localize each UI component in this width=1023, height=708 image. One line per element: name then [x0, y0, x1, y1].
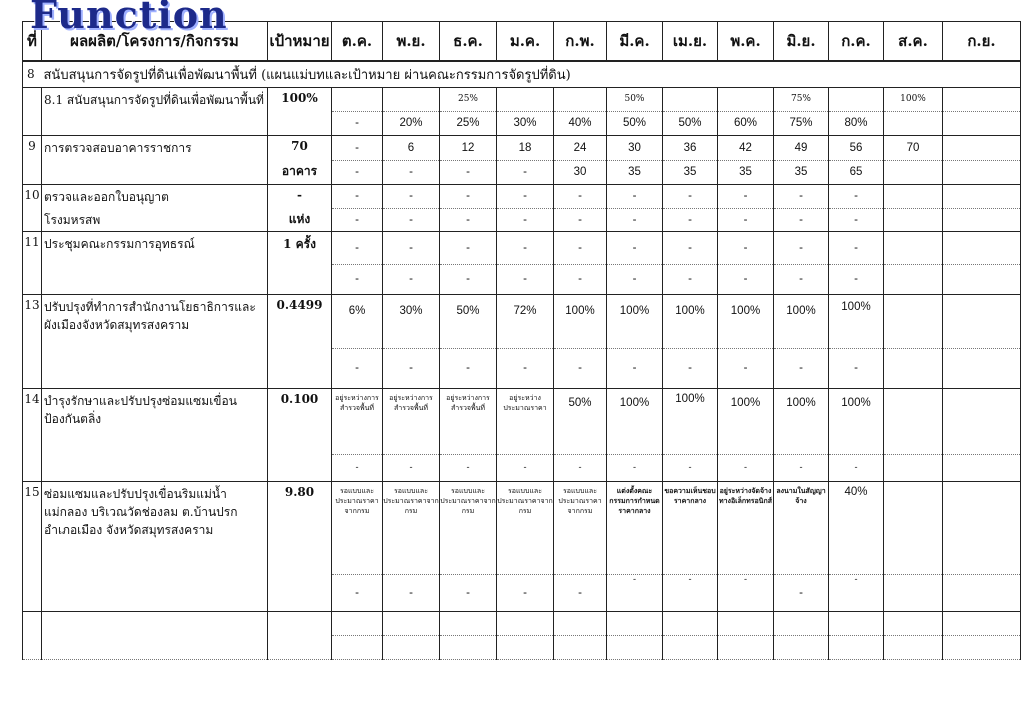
plan-cell: 100% [884, 87, 943, 111]
result-cell [884, 111, 943, 135]
plan-note-cell: อยู่ระหว่างการสำรวจพื้นที่ [383, 388, 440, 454]
item-name [42, 294, 268, 388]
plan-cell [884, 231, 943, 264]
result-cell [943, 454, 1021, 481]
empty-cell [554, 635, 607, 659]
item-name: ตรวจและออกใบอนุญาต [42, 184, 268, 208]
item-name: ประชุมคณะกรรมการอุทธรณ์ [42, 231, 268, 294]
header-month: พ.ย. [383, 22, 440, 62]
result-cell: 20% [383, 111, 440, 135]
plan-cell [554, 87, 607, 111]
result-cell: - [497, 348, 554, 388]
plan-cell: 75% [774, 87, 829, 111]
plan-cell [884, 184, 943, 208]
operation-plan-table [22, 21, 1021, 660]
result-cell: 65 [829, 160, 884, 184]
plan-cell: - [554, 231, 607, 264]
plan-cell: 49 [774, 135, 829, 160]
result-cell: - [774, 348, 829, 388]
plan-cell: - [554, 184, 607, 208]
item-name-line: ผังเมืองจังหวัดสมุทรสงคราม [44, 317, 190, 332]
header-month: มิ.ย. [774, 22, 829, 62]
plan-note-cell: อยู่ระหว่างจัดจ้างทางอิเล็กทรอนิกส์ [718, 481, 774, 574]
result-cell: 50% [663, 111, 718, 135]
plan-cell [943, 388, 1021, 454]
plan-cell: 100% [718, 388, 774, 454]
header-month: ม.ค. [497, 22, 554, 62]
result-cell: - [554, 264, 607, 294]
header-no: ที่ [23, 22, 42, 62]
plan-cell: - [497, 184, 554, 208]
item-name: การตรวจสอบอาคารราชการ [42, 135, 268, 184]
plan-cell: 18 [497, 135, 554, 160]
row-number: 14 [23, 388, 42, 481]
result-cell [884, 454, 943, 481]
empty-cell [440, 611, 497, 635]
plan-cell [332, 87, 383, 111]
row-number: 9 [23, 135, 42, 184]
plan-cell: - [332, 184, 383, 208]
result-cell: - [497, 454, 554, 481]
result-cell: 35 [774, 160, 829, 184]
section-title-row [23, 61, 1021, 87]
item-name-line: ซ่อมแซมและปรับปรุงเขื่อนริมแม่น้ำ [44, 486, 227, 501]
result-cell: - [718, 574, 774, 611]
result-cell: - [718, 264, 774, 294]
result-cell: - [607, 454, 663, 481]
header-month: ก.พ. [554, 22, 607, 62]
result-cell: - [829, 348, 884, 388]
empty-cell [268, 611, 332, 659]
item-target: 100% [268, 87, 332, 111]
result-cell: 80% [829, 111, 884, 135]
plan-note-cell: รอแบบและประมาณราคาจากกรม [440, 481, 497, 574]
result-cell: - [607, 574, 663, 611]
empty-cell [829, 611, 884, 635]
plan-cell: 42 [718, 135, 774, 160]
result-cell: - [497, 264, 554, 294]
plan-note-cell: รอแบบและประมาณราคาจากกรม [554, 481, 607, 574]
item-name-line: บำรุงรักษาและปรับปรุงซ่อมแซมเขื่อน [44, 393, 237, 408]
result-cell: - [663, 264, 718, 294]
item-name [42, 388, 268, 481]
header-month: มี.ค. [607, 22, 663, 62]
plan-cell [943, 481, 1021, 574]
result-cell: 35 [663, 160, 718, 184]
function-logo: Function [30, 0, 228, 37]
empty-cell [774, 635, 829, 659]
item-target-unit: อาคาร [268, 160, 332, 184]
plan-cell: - [332, 231, 383, 264]
empty-cell [383, 635, 440, 659]
table-row [23, 184, 1021, 208]
table-row [23, 388, 1021, 454]
empty-cell [607, 611, 663, 635]
item-name-line: ปรับปรุงที่ทำการสำนักงานโยธาธิการและ [44, 299, 256, 314]
plan-cell: - [607, 231, 663, 264]
plan-cell: 100% [829, 388, 884, 454]
plan-cell: 72% [497, 294, 554, 348]
result-cell: - [383, 454, 440, 481]
plan-cell: 100% [607, 294, 663, 348]
plan-cell: 100% [663, 294, 718, 348]
item-name-cont: โรงมหรสพ [42, 208, 268, 231]
result-cell: - [774, 264, 829, 294]
plan-cell: 36 [663, 135, 718, 160]
header-target: เป้าหมาย [268, 22, 332, 62]
item-target-unit: แห่ง [268, 208, 332, 231]
result-cell: 75% [774, 111, 829, 135]
plan-cell: - [663, 184, 718, 208]
result-cell: - [497, 208, 554, 231]
result-cell [884, 208, 943, 231]
plan-note-cell: รอแบบและประมาณราคาจากกรม [332, 481, 383, 574]
plan-cell: 100% [607, 388, 663, 454]
empty-cell [497, 611, 554, 635]
result-cell: - [829, 574, 884, 611]
item-name-line: อำเภอเมือง จังหวัดสมุทรสงคราม [44, 522, 214, 537]
item-name [42, 481, 268, 611]
result-cell: - [774, 574, 829, 611]
plan-note-cell: ลงนามในสัญญาจ้าง [774, 481, 829, 574]
plan-cell: - [774, 231, 829, 264]
item-name: 8.1 สนับสนุนการจัดรูปที่ดินเพื่อพัฒนาพื้นที่ [42, 87, 268, 111]
table-row [23, 208, 1021, 231]
plan-cell: 6 [383, 135, 440, 160]
empty-cell [884, 611, 943, 635]
row-number: 15 [23, 481, 42, 611]
result-cell: - [383, 160, 440, 184]
result-cell [943, 111, 1021, 135]
plan-cell: 100% [774, 388, 829, 454]
empty-cell [383, 611, 440, 635]
result-cell: - [774, 208, 829, 231]
result-cell: - [663, 348, 718, 388]
plan-cell [383, 87, 440, 111]
result-cell: 25% [440, 111, 497, 135]
result-cell [884, 160, 943, 184]
header-output: ผลผลิต/โครงการ/กิจกรรม [42, 22, 268, 62]
plan-cell: 50% [554, 388, 607, 454]
result-cell: - [383, 348, 440, 388]
plan-cell: - [383, 184, 440, 208]
plan-cell: - [607, 184, 663, 208]
header-month: ก.ย. [943, 22, 1021, 62]
result-cell [884, 348, 943, 388]
result-cell: - [607, 348, 663, 388]
row-number-empty [23, 87, 42, 135]
plan-cell: - [497, 231, 554, 264]
empty-cell [663, 611, 718, 635]
plan-cell [943, 87, 1021, 111]
result-cell [943, 208, 1021, 231]
header-month: ก.ค. [829, 22, 884, 62]
table-row [23, 231, 1021, 264]
plan-cell: - [829, 231, 884, 264]
empty-cell [554, 611, 607, 635]
empty-cell [829, 635, 884, 659]
plan-cell [943, 231, 1021, 264]
item-name-empty [42, 111, 268, 135]
result-cell [884, 264, 943, 294]
header-month: ธ.ค. [440, 22, 497, 62]
item-target: 9.80 [268, 481, 332, 611]
item-target: - [268, 184, 332, 208]
row-number: 11 [23, 231, 42, 294]
empty-cell [23, 611, 42, 659]
result-cell: - [554, 454, 607, 481]
empty-cell [497, 635, 554, 659]
result-cell [943, 160, 1021, 184]
plan-cell: 100% [774, 294, 829, 348]
plan-cell: - [440, 231, 497, 264]
row-number: 13 [23, 294, 42, 388]
result-cell: - [332, 208, 383, 231]
result-cell: - [383, 574, 440, 611]
table-row [23, 87, 1021, 111]
item-name-line: ป้องกันตลิ่ง [44, 411, 102, 426]
result-cell: - [607, 208, 663, 231]
header-month: ส.ค. [884, 22, 943, 62]
result-cell: - [440, 160, 497, 184]
plan-cell: 24 [554, 135, 607, 160]
plan-cell: - [774, 184, 829, 208]
empty-row [23, 611, 1021, 635]
item-target-empty [268, 111, 332, 135]
header-month: ต.ค. [332, 22, 383, 62]
header-month: พ.ค. [718, 22, 774, 62]
result-cell: - [383, 264, 440, 294]
header-month: เม.ย. [663, 22, 718, 62]
section-title: สนับสนุนการจัดรูปที่ดินเพื่อพัฒนาพื้นที่ (แผนแม่บทและเป้าหมาย ผ่านคณะกรรมการจัดรูปที่ดิน) [42, 61, 1021, 87]
plan-cell [943, 135, 1021, 160]
plan-cell: 6% [332, 294, 383, 348]
plan-cell: 70 [884, 135, 943, 160]
empty-cell [774, 611, 829, 635]
result-cell: 50% [607, 111, 663, 135]
plan-cell: - [332, 135, 383, 160]
empty-cell [943, 611, 1021, 635]
plan-cell: 50% [440, 294, 497, 348]
plan-note-cell: อยู่ระหว่างการสำรวจพื้นที่ [332, 388, 383, 454]
empty-cell [332, 611, 383, 635]
empty-cell [663, 635, 718, 659]
result-cell: - [607, 264, 663, 294]
result-cell: - [829, 264, 884, 294]
empty-cell [884, 635, 943, 659]
result-cell: - [554, 348, 607, 388]
empty-cell [607, 635, 663, 659]
plan-cell: - [718, 184, 774, 208]
result-cell: 40% [554, 111, 607, 135]
result-cell: - [332, 348, 383, 388]
plan-cell [497, 87, 554, 111]
result-cell: - [440, 208, 497, 231]
plan-cell [663, 87, 718, 111]
table-row [23, 481, 1021, 574]
result-cell [943, 264, 1021, 294]
result-cell: - [332, 111, 383, 135]
empty-cell [943, 635, 1021, 659]
plan-cell [943, 184, 1021, 208]
result-cell: - [332, 454, 383, 481]
plan-cell: 100% [554, 294, 607, 348]
plan-note-cell: ขอความเห็นชอบราคากลาง [663, 481, 718, 574]
item-target: 1 ครั้ง [268, 231, 332, 294]
result-cell: 30% [497, 111, 554, 135]
plan-cell: 30% [383, 294, 440, 348]
result-cell: - [774, 454, 829, 481]
plan-note-cell: อยู่ระหว่างการสำรวจพื้นที่ [440, 388, 497, 454]
plan-cell: 56 [829, 135, 884, 160]
result-cell: - [663, 208, 718, 231]
result-cell: 60% [718, 111, 774, 135]
plan-cell: - [718, 231, 774, 264]
result-cell: - [440, 264, 497, 294]
plan-note-cell: รอแบบและประมาณราคาจากกรม [383, 481, 440, 574]
table-row [23, 294, 1021, 348]
table-row [23, 135, 1021, 160]
empty-cell [718, 611, 774, 635]
result-cell: - [332, 574, 383, 611]
plan-cell [718, 87, 774, 111]
result-cell: - [829, 208, 884, 231]
result-cell: - [829, 454, 884, 481]
plan-note-cell: รอแบบและประมาณราคาจากกรม [497, 481, 554, 574]
result-cell: - [718, 454, 774, 481]
result-cell: - [663, 574, 718, 611]
plan-cell: 30 [607, 135, 663, 160]
result-cell: - [497, 574, 554, 611]
plan-cell [884, 481, 943, 574]
plan-cell: 100% [829, 294, 884, 348]
result-cell: 30 [554, 160, 607, 184]
plan-cell: - [829, 184, 884, 208]
result-cell: - [440, 348, 497, 388]
plan-cell: - [663, 231, 718, 264]
plan-cell: - [383, 231, 440, 264]
plan-cell: 40% [829, 481, 884, 574]
table-row [23, 111, 1021, 135]
item-target: 70 [268, 135, 332, 160]
plan-cell [829, 87, 884, 111]
plan-cell: 25% [440, 87, 497, 111]
empty-cell [718, 635, 774, 659]
plan-cell: - [440, 184, 497, 208]
plan-cell: 100% [663, 388, 718, 454]
result-cell: - [663, 454, 718, 481]
item-name-line: แม่กลอง บริเวณวัดช่องลม ต.บ้านปรก [44, 504, 238, 519]
plan-note-cell: อยู่ระหว่างประมาณราคา [497, 388, 554, 454]
result-cell [884, 574, 943, 611]
row-number: 10 [23, 184, 42, 231]
result-cell: - [332, 264, 383, 294]
result-cell: - [718, 208, 774, 231]
empty-cell [440, 635, 497, 659]
result-cell: - [440, 574, 497, 611]
result-cell: - [554, 574, 607, 611]
result-cell: 35 [607, 160, 663, 184]
result-cell: - [497, 160, 554, 184]
result-cell: - [554, 208, 607, 231]
empty-cell [332, 635, 383, 659]
plan-cell [943, 294, 1021, 348]
result-cell: 35 [718, 160, 774, 184]
result-cell: - [718, 348, 774, 388]
plan-cell [884, 388, 943, 454]
result-cell: - [440, 454, 497, 481]
item-target: 0.100 [268, 388, 332, 481]
plan-note-cell: แต่งตั้งคณะกรรมการกำหนดราคากลาง [607, 481, 663, 574]
row-number: 8 [23, 61, 42, 87]
result-cell: - [332, 160, 383, 184]
plan-cell: 100% [718, 294, 774, 348]
result-cell [943, 574, 1021, 611]
item-target: 0.4499 [268, 294, 332, 388]
plan-cell: 12 [440, 135, 497, 160]
plan-cell [884, 294, 943, 348]
empty-cell [42, 611, 268, 659]
plan-cell: 50% [607, 87, 663, 111]
result-cell [943, 348, 1021, 388]
result-cell: - [383, 208, 440, 231]
